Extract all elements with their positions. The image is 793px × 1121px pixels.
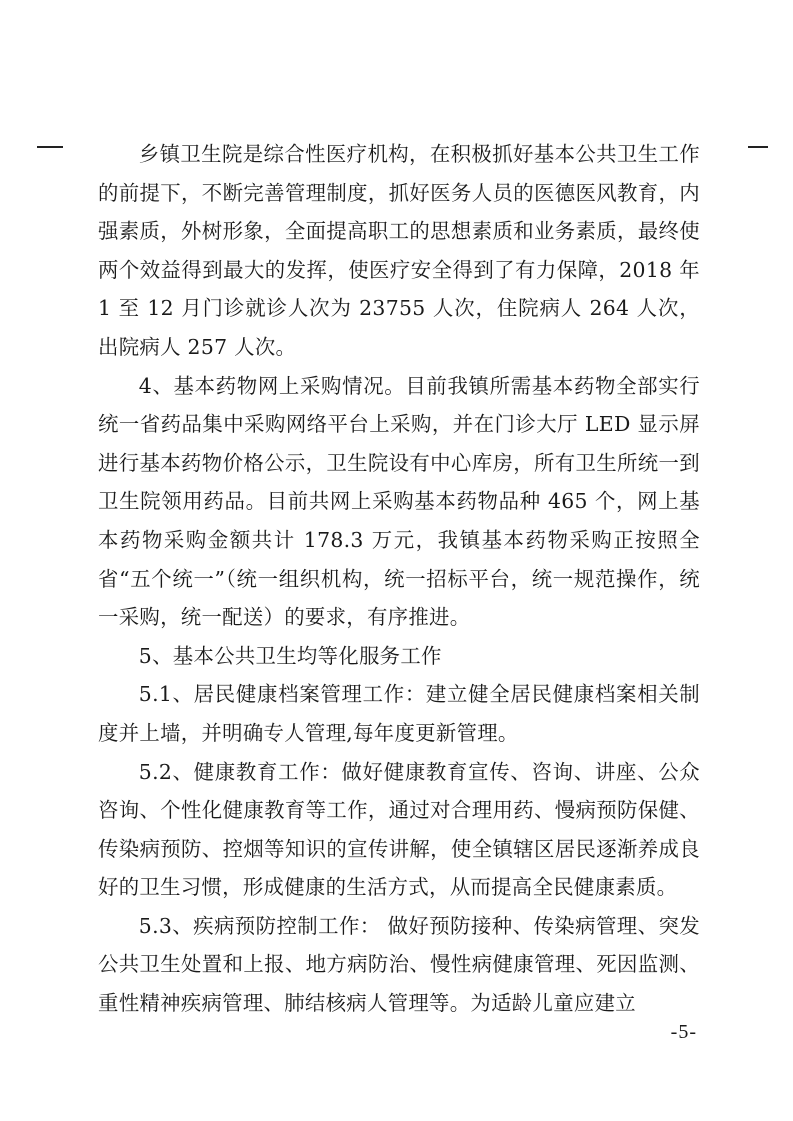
paragraph-health-education: 5.2、健康教育工作：做好健康教育宣传、咨询、讲座、公众咨询、个性化健康教育等工作，通过对合理用药、慢病预防保健、传染病预防、控烟等知识的宣传讲解，使全镇辖区居民逐渐养成良好的卫生习惯，形成健康的生活方式，从而提高全民健康素质。 (98, 759, 700, 900)
paragraph-hospital-overview: 乡镇卫生院是综合性医疗机构，在积极抓好基本公共卫生工作的前提下，不断完善管理制度，抓好医务人员的医德医风教育，内强素质，外树形象，全面提高职工的思想素质和业务素质，最终使两个效益得到最大的发挥，使医疗安全得到了有力保障，2018 年 1 至 12 月门诊就诊人次为 23755 人次，住院病人 264 人次，出院病人 257 人次。 (98, 142, 700, 359)
paragraph-health-records: 5.1、居民健康档案管理工作：建立健全居民健康档案相关制度并上墙，并明确专人管理,每年度更新管理。 (98, 682, 700, 745)
document-body (98, 135, 700, 1023)
section-heading-public-health: 5、基本公共卫生均等化服务工作 (138, 643, 442, 668)
page-number: -5- (670, 1021, 697, 1043)
paragraph-disease-control: 5.3、疾病预防控制工作： 做好预防接种、传染病管理、突发公共卫生处置和上报、地方病防治、慢性病健康管理、死因监测、重性精神疾病管理、肺结核病人管理等。为适龄儿童应建立 (98, 913, 700, 1016)
right-binding-mark (748, 146, 768, 148)
left-binding-mark (37, 146, 63, 148)
paragraph-drug-procurement: 4、基本药物网上采购情况。目前我镇所需基本药物全部实行统一省药品集中采购网络平台上采购，并在门诊大厅 LED 显示屏进行基本药物价格公示，卫生院设有中心库房，所有卫生所统一到卫生院领用药品。目前共网上采购基本药物品种 465 个，网上基本药物采购金额共计 178.3 万元，我镇基本药物采购正按照全省“五个统一”（统一组织机构，统一招标平台，统一规范操作，统一采购，统一配送）的要求，有序推进。 (98, 373, 700, 630)
